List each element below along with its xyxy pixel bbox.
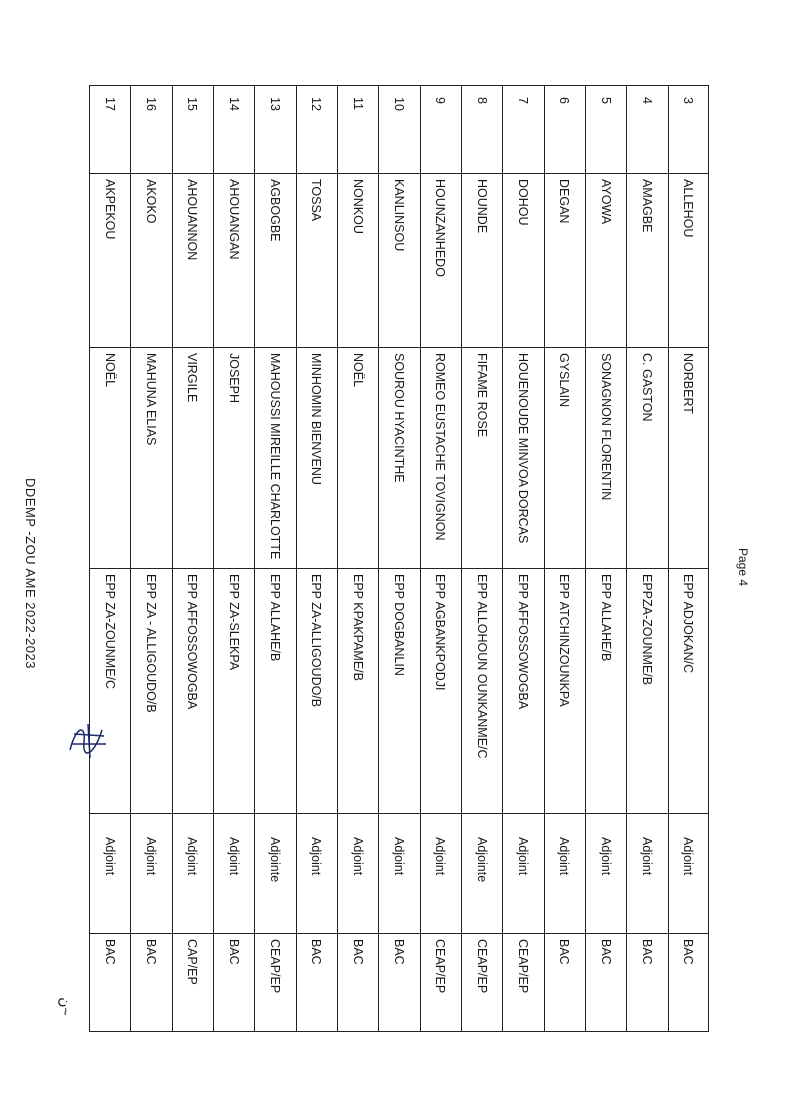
row-divider	[130, 85, 131, 1032]
column-divider	[89, 568, 709, 569]
column-divider	[89, 933, 709, 934]
cell-diplome: BAC	[557, 939, 572, 965]
cell-ecole: EPP ALLOHOUN OUNKANME/C	[474, 574, 489, 759]
cell-num: 3	[681, 97, 696, 104]
cell-num: 6	[557, 97, 572, 104]
cell-fonction: Adjoint	[516, 837, 530, 876]
cell-ecole: EPP ALLAHE/B	[268, 574, 282, 662]
row-divider	[89, 85, 90, 1032]
cell-fonction: Adjoint	[640, 837, 654, 876]
cell-diplome: CEAP/EP	[516, 939, 530, 994]
cell-diplome: CEAP/EP	[433, 939, 448, 994]
cell-diplome: BAC	[144, 939, 158, 965]
row-divider	[172, 85, 173, 1032]
row-divider	[213, 85, 214, 1032]
cell-nom: TOSSA	[309, 179, 324, 222]
cell-fonction: Adjoint	[433, 837, 448, 876]
cell-nom: AHOUANNON	[185, 179, 200, 261]
cell-num: 11	[350, 97, 365, 110]
cell-ecole: EPP ZA - ALLIGOUDO/B	[144, 574, 158, 713]
cell-ecole: EPP DOGBANLIN	[392, 574, 406, 676]
cell-fonction: Adjointe	[268, 837, 282, 883]
row-divider	[461, 85, 462, 1032]
row-divider	[420, 85, 421, 1032]
cell-num: 12	[309, 97, 324, 111]
cell-prenoms: C. GASTON	[640, 353, 654, 422]
cell-fonction: Adjointe	[474, 837, 489, 883]
cell-nom: AGBOGBE	[268, 179, 282, 242]
cell-prenoms: FIFAME ROSE	[474, 353, 489, 438]
column-divider	[89, 173, 709, 174]
cell-fonction: Adjoint	[598, 837, 613, 876]
cell-prenoms: SONAGNON FLORENTIN	[598, 353, 613, 501]
cell-diplome: BAC	[681, 939, 696, 965]
cell-diplome: CEAP/EP	[268, 939, 282, 994]
row-divider	[585, 85, 586, 1032]
cell-nom: DOHOU	[516, 179, 530, 226]
cell-ecole: EPPZA-ZOUNME/B	[640, 574, 654, 686]
cell-nom: NONKOU	[350, 179, 365, 234]
cell-diplome: BAC	[392, 939, 406, 965]
cell-nom: AYOWA	[598, 179, 613, 225]
row-divider	[668, 85, 669, 1032]
cell-fonction: Adjoint	[350, 837, 365, 876]
cell-prenoms: JOSEPH	[226, 353, 241, 404]
row-divider	[337, 85, 338, 1032]
cell-diplome: BAC	[102, 939, 117, 965]
document-reference: DDEMP -ZOU AME 2022-2023	[23, 478, 38, 669]
cell-prenoms: GYSLAIN	[557, 353, 572, 408]
cell-diplome: CAP/EP	[185, 939, 200, 985]
margin-handwritten-mark: ن~	[57, 997, 74, 1016]
cell-prenoms: NOËL	[350, 353, 365, 388]
cell-diplome: BAC	[226, 939, 241, 965]
cell-ecole: EPP ZA-SLEKPA	[226, 574, 241, 671]
cell-fonction: Adjoint	[185, 837, 200, 876]
cell-prenoms: VIRGILE	[185, 353, 200, 403]
cell-num: 10	[392, 97, 406, 111]
cell-num: 5	[598, 97, 613, 104]
column-divider	[89, 347, 709, 348]
cell-diplome: BAC	[309, 939, 324, 965]
row-divider	[544, 85, 545, 1032]
cell-fonction: Adjoint	[557, 837, 572, 876]
cell-num: 13	[268, 97, 282, 111]
cell-diplome: BAC	[350, 939, 365, 965]
cell-ecole: EPP ZA-ZOUNME/C	[102, 574, 117, 690]
cell-ecole: EPP ZA-ALLIGOUDO/B	[309, 574, 324, 708]
cell-nom: KANLINSOU	[392, 179, 406, 252]
cell-ecole: EPP AGBANKPODJI	[433, 574, 448, 691]
cell-ecole: EPP ALLAHE/B	[598, 574, 613, 662]
row-divider	[502, 85, 503, 1032]
cell-num: 8	[474, 97, 489, 104]
cell-ecole: EPP ADJOKAN/C	[681, 574, 696, 674]
cell-ecole: EPP AFFOSSOWOGBA	[185, 574, 200, 710]
cell-num: 9	[433, 97, 448, 104]
row-divider	[254, 85, 255, 1032]
cell-fonction: Adjoint	[681, 837, 696, 876]
cell-diplome: CEAP/EP	[474, 939, 489, 994]
staff-table	[89, 85, 709, 1032]
cell-prenoms: NOËL	[102, 353, 117, 388]
cell-prenoms: SOUROU HYACINTHE	[392, 353, 406, 483]
cell-prenoms: MINHOMIN BIENVENU	[309, 353, 324, 485]
cell-fonction: Adjoint	[102, 837, 117, 876]
cell-diplome: BAC	[640, 939, 654, 965]
cell-nom: ALLEHOU	[681, 179, 696, 238]
cell-ecole: EPP KPAKPAME/B	[350, 574, 365, 681]
row-divider	[626, 85, 627, 1032]
column-divider	[89, 813, 709, 814]
cell-fonction: Adjoint	[392, 837, 406, 876]
cell-nom: HOUNZANHEDO	[433, 179, 448, 277]
cell-num: 4	[640, 97, 654, 104]
page-number: Page 4	[736, 548, 750, 587]
cell-prenoms: HOUENOUDE MINVOA DORCAS	[516, 353, 530, 544]
cell-num: 15	[185, 97, 200, 111]
cell-prenoms: MAHOUSSI MIREILLE CHARLOTTE	[268, 353, 282, 560]
cell-nom: AKPEKOU	[102, 179, 117, 240]
cell-nom: AHOUANGAN	[226, 179, 241, 260]
cell-prenoms: NORBERT	[681, 353, 696, 414]
cell-num: 16	[144, 97, 158, 111]
cell-diplome: BAC	[598, 939, 613, 965]
row-divider	[296, 85, 297, 1032]
cell-fonction: Adjoint	[309, 837, 324, 876]
cell-prenoms: MAHUNA ELIAS	[144, 353, 158, 446]
cell-num: 14	[226, 97, 241, 111]
row-divider	[378, 85, 379, 1032]
cell-nom: AKOKO	[144, 179, 158, 224]
cell-num: 17	[102, 97, 117, 111]
cell-fonction: Adjoint	[144, 837, 158, 876]
cell-fonction: Adjoint	[226, 837, 241, 876]
cell-prenoms: ROMEO EUSTACHE TOVIGNON	[433, 353, 448, 541]
cell-nom: DEGAN	[557, 179, 572, 224]
cell-num: 7	[516, 97, 530, 104]
cell-ecole: EPP AFFOSSOWOGBA	[516, 574, 530, 710]
cell-nom: AMAGBE	[640, 179, 654, 233]
cell-ecole: EPP ATCHINZOUNKPA	[557, 574, 572, 707]
cell-nom: HOUNDE	[474, 179, 489, 234]
